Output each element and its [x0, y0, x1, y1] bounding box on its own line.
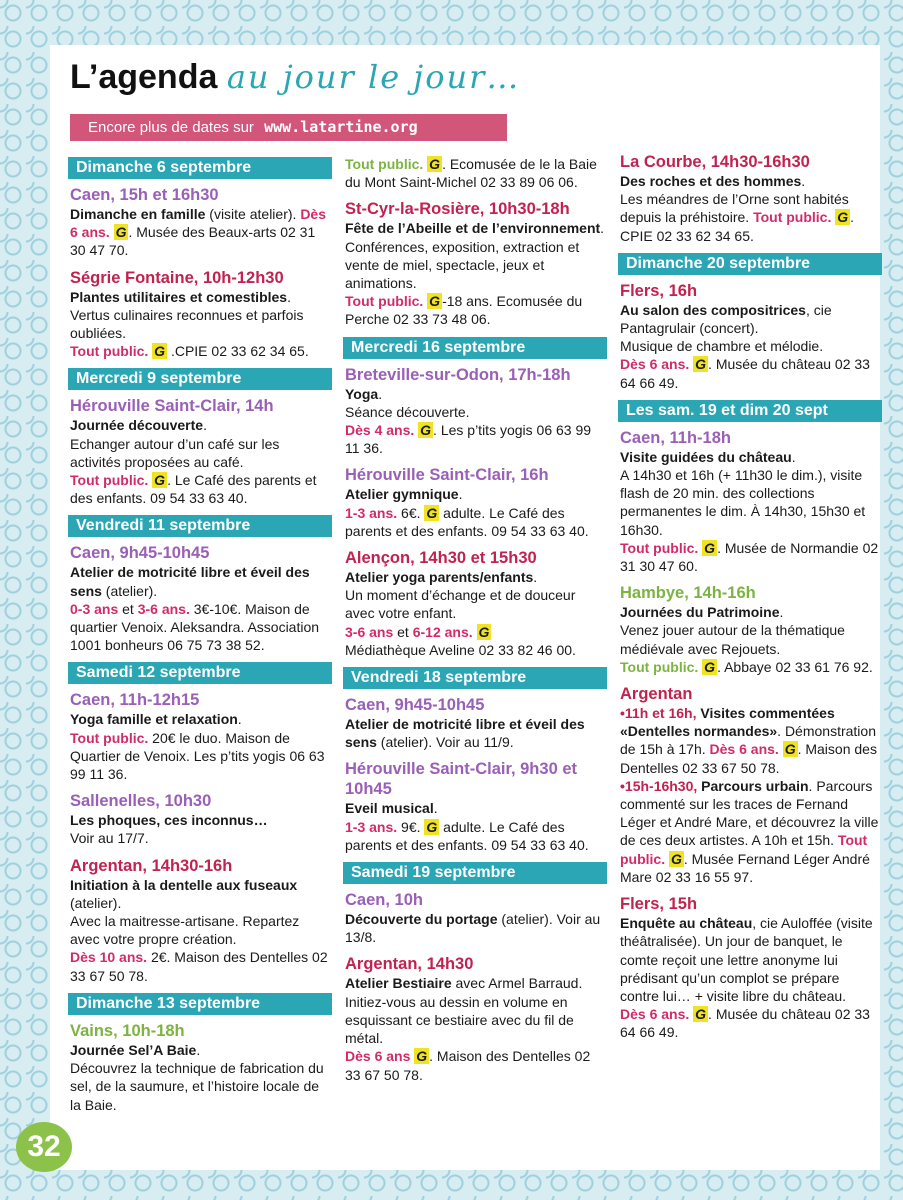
free-tag: G	[154, 472, 166, 489]
agenda-column-2	[345, 155, 607, 1092]
event-time: •11h et 16h,	[620, 705, 697, 722]
event-audience: Tout public.	[345, 293, 424, 310]
event-place: Hérouville Saint-Clair, 9h30 et 10h45	[345, 760, 577, 799]
event-info: -18 ans. Ecomusée du Perche 02 33 73 48 06.	[345, 293, 583, 328]
event-place: Caen, 11h-12h15	[70, 691, 200, 710]
free-tag: G	[671, 850, 682, 867]
free-tag: G	[420, 422, 432, 439]
event-desc: Séance découverte.	[345, 403, 470, 420]
event-text: .	[600, 220, 605, 237]
event-place: Caen, 15h et 16h30	[70, 186, 219, 204]
event-place: La Courbe, 14h30-16h30	[620, 153, 810, 171]
event-info: . Musée des Beaux-arts 02 31 30 47 70.	[70, 224, 316, 259]
title-script: au jour le jour…	[226, 58, 521, 96]
day-header: Les sam. 19 et dim 20 sept	[618, 400, 882, 422]
event	[620, 281, 882, 392]
free-tag: G	[426, 504, 438, 521]
event-place: Argentan, 14h30-16h	[70, 856, 233, 875]
event-info: adulte. Le Café des parents et des enfants. 09 54 33 63 40.	[345, 504, 589, 539]
event-text: (atelier).	[101, 582, 158, 599]
event-age: 6-12 ans.	[412, 623, 473, 640]
page-title	[70, 58, 520, 97]
event-info: 20€ le duo. Maison de Quartier de Venoix. Les p’tits yogis 06 63 99 11 36.	[70, 729, 325, 783]
event-info: . CPIE 02 33 62 34 65.	[620, 209, 855, 244]
event-title: Parcours urbain	[697, 777, 809, 794]
event-info: Médiathèque Aveline 02 33 82 46 00.	[345, 641, 576, 658]
event-continued	[345, 155, 607, 191]
event	[345, 465, 607, 540]
event	[70, 690, 332, 783]
event-title: Atelier gymnique	[345, 486, 459, 503]
event-text: , cie Auloffée (visite théâtralisée). Un jour de banquet, le comte reçoit une lettre anonyme lui prédisant qu’un complot se prépare contre lui… + visite libre du château.	[620, 915, 873, 1004]
event-desc: Un moment d’échange et de douceur avec votre enfant.	[345, 587, 576, 622]
event-title: Dimanche en famille	[70, 206, 206, 222]
event-place: Caen, 10h	[345, 891, 423, 910]
event-desc: Découvrez la technique de fabrication du sel, de la saumure, et l’histoire locale de la Baie.	[70, 1060, 324, 1113]
free-tag: G	[695, 356, 707, 373]
free-tag: G	[695, 1006, 707, 1023]
event-title: Journée découverte	[70, 417, 204, 434]
event-text: .	[433, 800, 438, 817]
event-audience: Tout public.	[70, 343, 149, 360]
event-place: Alençon, 14h30 et 15h30	[345, 549, 537, 568]
day-header: Vendredi 18 septembre	[343, 667, 607, 689]
free-tag: G	[704, 539, 716, 556]
event	[620, 428, 882, 575]
event-place: Hambye, 14h-16h	[620, 584, 756, 603]
more-dates-link[interactable]: www.latartine.org	[264, 118, 418, 136]
event-desc: Les méandres de l’Orne sont habités depuis la préhistoire.	[620, 191, 849, 226]
event-place: Breteville-sur-Odon, 17h-18h	[345, 365, 571, 384]
event-text: 6€.	[397, 504, 421, 521]
event-age: Dès 4 ans.	[345, 422, 415, 439]
day-header: Samedi 19 septembre	[343, 862, 607, 884]
event-desc: Musique de chambre et mélodie.	[620, 338, 824, 355]
event-place: Ségrie Fontaine, 10h-12h30	[70, 268, 284, 287]
event	[70, 268, 332, 361]
more-dates-label: Encore plus de dates sur	[88, 119, 254, 136]
event	[70, 185, 332, 260]
title-bold: L’agenda	[70, 58, 218, 96]
event-text: (atelier).	[70, 894, 122, 911]
day-header: Dimanche 20 septembre	[618, 253, 882, 275]
event-title: Initiation à la dentelle aux fuseaux	[70, 876, 298, 893]
free-tag: G	[429, 156, 441, 172]
event-desc: A 14h30 et 16h (+ 11h30 le dim.), visite flash de 20 min. des collections permanentes le dim. À 14h30, 15h30 et 16h30.	[620, 467, 866, 538]
event-audience: Tout public.	[749, 209, 832, 226]
agenda-column-3	[620, 150, 882, 1050]
event	[620, 583, 882, 676]
event-text: et	[393, 623, 413, 640]
event-age: 3-6 ans	[345, 623, 394, 640]
event-title: Les phoques, ces inconnus…	[70, 812, 268, 829]
event-text: avec Armel Barraud. Initiez-vous au dessin en volume en esquissant ce bestiaire avec du fil de métal.	[345, 975, 583, 1047]
event-info: . Musée du château 02 33 64 66 49.	[620, 356, 870, 391]
event-info: . Maison des Dentelles 02 33 67 50 78.	[345, 1048, 591, 1083]
event-title: Découverte du portage	[345, 911, 498, 928]
page-number: 32	[16, 1122, 72, 1172]
event	[70, 543, 332, 654]
event	[345, 365, 607, 458]
event-desc: Vertus culinaires reconnues et parfois oubliées.	[70, 306, 304, 342]
event-title: Atelier de motricité libre et éveil des sens	[345, 716, 585, 751]
free-tag: G	[704, 658, 716, 675]
event	[345, 199, 607, 328]
event-title: Atelier yoga parents/enfants	[345, 569, 534, 586]
event-title: Eveil musical	[345, 800, 434, 817]
event	[620, 894, 882, 1041]
event-info: adulte. Le Café des parents et des enfants. 09 54 33 63 40.	[345, 818, 589, 853]
more-dates-banner	[70, 114, 507, 141]
event-text: .	[458, 486, 463, 503]
free-tag: G	[784, 741, 796, 758]
event-text: , cie Pantagrulair (concert).	[620, 301, 832, 337]
event-time: •15h-16h30,	[620, 777, 698, 794]
event-title: Fête de l’Abeille et de l’environnement	[345, 220, 601, 237]
event-text: .	[801, 173, 806, 189]
event	[345, 695, 607, 751]
free-tag: G	[478, 623, 490, 640]
event-audience: Tout public.	[620, 539, 699, 556]
event-text: 9€.	[397, 818, 421, 835]
event-title: Journée Sel’A Baie	[70, 1041, 197, 1058]
event-place: Hérouville Saint-Clair, 14h	[70, 397, 274, 416]
event-info: .CPIE 02 33 62 34 65.	[167, 343, 309, 360]
event-info: . Le Café des parents et des enfants. 09 54 33 63 40.	[70, 472, 317, 507]
event-place: Sallenelles, 10h30	[70, 792, 212, 811]
event-place: St-Cyr-la-Rosière, 10h30-18h	[345, 200, 570, 219]
event-desc: Avec la maitresse-artisane. Repartez avec votre propre création.	[70, 913, 300, 948]
event	[345, 954, 607, 1083]
event-title: Plantes utilitaires et comestibles	[70, 288, 288, 305]
event-text: et	[118, 600, 138, 617]
event-text: .	[533, 569, 538, 586]
event-title: Visites commentées «Dentelles normandes»	[620, 705, 835, 740]
free-tag: G	[154, 343, 166, 360]
event-desc: Parcours commenté sur les traces de Fernand Léger et André Mare, et découvrez la ville de ces deux artistes. A 10h et 15h.	[620, 777, 879, 849]
event	[70, 396, 332, 507]
event-text: .	[378, 385, 383, 402]
event	[70, 791, 332, 847]
event-desc: Conférences, exposition, extraction et vente de miel, spectacle, jeux et animations.	[345, 238, 580, 292]
day-header: Dimanche 13 septembre	[68, 993, 332, 1015]
event-title: Yoga	[345, 385, 379, 402]
event-text: (visite atelier).	[205, 206, 297, 222]
event-text: .	[287, 288, 291, 305]
event-desc: Echanger autour d’un café sur les activités proposées au café.	[70, 435, 280, 470]
event-audience: Tout public.	[345, 156, 424, 172]
event-title: Journées du Patrimoine	[620, 604, 780, 621]
free-tag: G	[416, 1048, 428, 1065]
event-age: 1-3 ans.	[345, 818, 398, 835]
event-place: Caen, 9h45-10h45	[345, 696, 485, 715]
event	[345, 890, 607, 946]
event-info: . Maison des Dentelles 02 33 67 50 78.	[620, 741, 877, 776]
event-text: .	[779, 604, 784, 621]
free-tag: G	[115, 224, 127, 241]
day-header: Dimanche 6 septembre	[68, 157, 332, 179]
event-age: Dès 6 ans.	[620, 1006, 690, 1023]
event-info: . Musée du château 02 33 64 66 49.	[620, 1006, 870, 1041]
event-text: .	[203, 417, 207, 434]
event	[620, 152, 882, 245]
event-age: Dès 6 ans.	[620, 356, 690, 373]
event-audience: Tout public.	[620, 832, 868, 867]
event-age: Dès 6 ans	[345, 1048, 411, 1065]
event-info: . Les p’tits yogis 06 63 99 11 36.	[345, 422, 592, 457]
event-text: .	[237, 711, 242, 728]
event	[345, 548, 607, 659]
day-header: Samedi 12 septembre	[68, 662, 332, 684]
event-info: 2€. Maison des Dentelles 02 33 67 50 78.	[70, 949, 328, 984]
day-header: Vendredi 11 septembre	[68, 515, 332, 537]
event-age: Dès 6 ans.	[705, 741, 779, 758]
event-info: . Musée de Normandie 02 31 30 47 60.	[620, 539, 879, 575]
event-place: Flers, 16h	[620, 281, 698, 300]
event-text: .	[791, 448, 796, 465]
event-info: . Musée Fernand Léger André Mare 02 33 16 55 97.	[620, 850, 870, 885]
event-desc: Voir au 17/7.	[70, 830, 149, 847]
event-title: Visite guidées du château	[620, 448, 792, 465]
event	[345, 759, 607, 854]
event-place: Argentan	[620, 685, 693, 704]
event-age: Dès 10 ans.	[70, 949, 148, 966]
free-tag: G	[429, 293, 441, 310]
free-tag: G	[837, 209, 849, 226]
event-title: Atelier de motricité libre et éveil des sens	[70, 564, 310, 599]
event	[70, 856, 332, 985]
event-info: . Abbaye 02 33 61 76 92.	[717, 658, 873, 675]
event	[620, 684, 882, 886]
event-audience: Tout public.	[70, 729, 149, 746]
event-audience: Tout public.	[70, 472, 149, 489]
event-place: Caen, 11h-18h	[620, 428, 731, 447]
event-title: Au salon des compositrices	[620, 301, 806, 318]
event-info: 3€-10€. Maison de quartier Venoix. Aleksandra. Association 1001 bonheurs 06 75 73 38 52.	[70, 600, 320, 654]
event-title: Atelier Bestiaire	[345, 975, 452, 992]
event-place: Argentan, 14h30	[345, 955, 474, 974]
event-text: (atelier). Voir au 11/9.	[376, 734, 514, 751]
free-tag: G	[426, 818, 438, 835]
event-age: Dès 6 ans.	[70, 206, 326, 241]
event	[70, 1021, 332, 1114]
event-info: . Ecomusée de le la Baie du Mont Saint-Michel 02 33 89 06 06.	[345, 156, 597, 191]
day-header: Mercredi 9 septembre	[68, 368, 332, 390]
event-place: Vains, 10h-18h	[70, 1021, 185, 1040]
event-title: Des roches et des hommes	[620, 173, 802, 189]
day-header: Mercredi 16 septembre	[343, 337, 607, 359]
event-age: 1-3 ans.	[345, 504, 398, 521]
event-text: . Démonstration de 15h à 17h.	[620, 723, 876, 758]
event-text: .	[808, 777, 813, 794]
event-place: Hérouville Saint-Clair, 16h	[345, 466, 549, 485]
event-title: Enquête au château	[620, 915, 753, 932]
event-text: (atelier). Voir au 13/8.	[345, 911, 601, 946]
event-place: Flers, 15h	[620, 895, 698, 914]
event-title: Yoga famille et relaxation	[70, 711, 238, 728]
event-text: .	[196, 1041, 201, 1058]
agenda-column-1	[70, 155, 332, 1122]
event-age: 3-6 ans.	[137, 600, 190, 617]
event-audience: Tout public.	[620, 658, 699, 675]
event-desc: Venez jouer autour de la thématique médiévale avec Rejouets.	[620, 622, 845, 657]
event-age: 0-3 ans	[70, 600, 119, 617]
event-place: Caen, 9h45-10h45	[70, 544, 210, 563]
